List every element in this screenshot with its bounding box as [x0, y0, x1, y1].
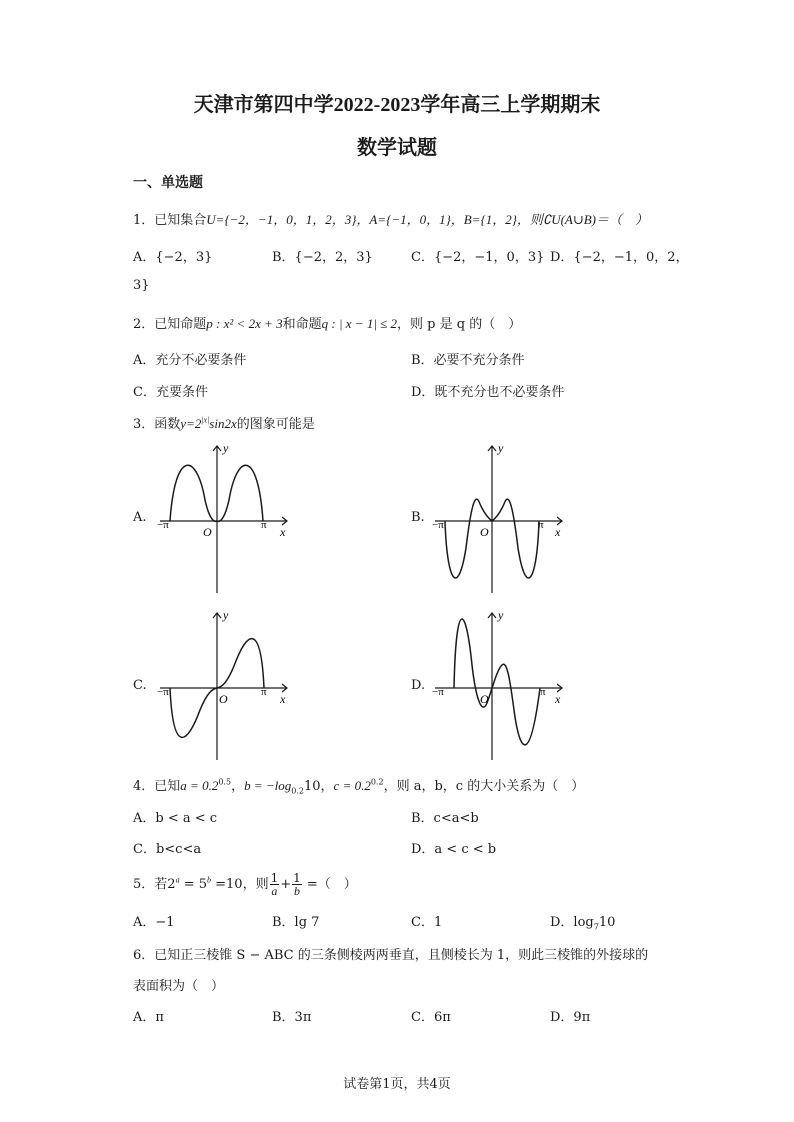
paper-title: 天津市第四中学2022-2023学年高三上学期期末 — [193, 94, 601, 116]
question-3-stem: 3．函数$y=2^{|x|}\sin 2x$的图象可能是 — [133, 415, 315, 432]
q3-graph-a[interactable] — [155, 438, 295, 596]
q2-option-c[interactable]: C．充要条件 — [133, 385, 208, 400]
q2-option-b[interactable]: B．必要不充分条件 — [411, 353, 525, 368]
q3-option-b-label[interactable]: B. — [411, 510, 425, 525]
q3-graph-b[interactable] — [430, 438, 570, 596]
x-label: x — [555, 525, 561, 539]
section-heading: 一、单选题 — [133, 175, 203, 191]
origin-label: O — [203, 525, 212, 539]
q3-graph-c[interactable] — [155, 605, 295, 763]
q5-option-a[interactable]: A．−1 — [133, 915, 175, 930]
pi-label: π — [540, 686, 546, 698]
page-footer: 试卷第1页，共4页 — [343, 1077, 451, 1092]
neg-pi-label: −π — [157, 519, 169, 531]
pi-label: π — [538, 519, 544, 531]
q3-graph-d[interactable] — [430, 605, 570, 763]
fraction-1-over-b: $\frac{1}{b}$ — [293, 871, 301, 898]
paper-subtitle: 数学试题 — [357, 137, 437, 159]
q1-option-c[interactable]: C．{−2，−1，0，3} — [411, 250, 545, 265]
fraction-1-over-a: $\frac{1}{a}$ — [270, 871, 279, 898]
question-number: 6． — [133, 948, 155, 963]
neg-pi-label: −π — [157, 686, 169, 698]
question-number: 1． — [133, 213, 155, 228]
q5-option-d[interactable]: D．$\log_710$ — [550, 915, 616, 932]
q1-option-b[interactable]: B．{−2，2，3} — [272, 250, 373, 265]
y-label: y — [223, 608, 229, 622]
pi-label: π — [261, 686, 267, 698]
q6-option-d[interactable]: D．9π — [550, 1010, 591, 1025]
q6-option-a[interactable]: A．π — [133, 1010, 164, 1025]
question-6-stem-line2: 表面积为（ ） — [133, 979, 225, 994]
q3-option-d-label[interactable]: D. — [411, 678, 426, 693]
q1-option-d[interactable]: D．{−2，−1，0，2， — [550, 250, 689, 265]
q6-option-b[interactable]: B．3π — [272, 1010, 312, 1025]
x-label: x — [555, 692, 561, 706]
q4-option-a[interactable]: A．b < a < c — [133, 811, 218, 826]
q5-option-b[interactable]: B．lg 7 — [272, 915, 320, 930]
origin-label: O — [219, 692, 228, 706]
y-label: y — [498, 441, 504, 455]
y-label: y — [223, 441, 229, 455]
neg-pi-label: −π — [432, 686, 444, 698]
q5-option-c[interactable]: C．1 — [411, 915, 443, 930]
q2-option-d[interactable]: D．既不充分也不必要条件 — [411, 385, 565, 400]
q1-option-d-wrap: 3} — [133, 278, 150, 293]
q4-option-c[interactable]: C．b<c<a — [133, 842, 202, 857]
q1-option-a[interactable]: A．{−2，3} — [133, 250, 213, 265]
curve — [454, 619, 540, 745]
x-label: x — [280, 692, 286, 706]
question-4-stem: 4．已知$a = 0.2^{0.5}$，$b = -\log_{0.2}10$，$c = 0.2^{0.2}$，则 a，b，c 的大小关系为（ ） — [133, 777, 585, 796]
q6-option-c[interactable]: C．6π — [411, 1010, 451, 1025]
x-label: x — [280, 525, 286, 539]
q2-option-a[interactable]: A．充分不必要条件 — [133, 353, 247, 368]
q3-option-c-label[interactable]: C. — [133, 678, 147, 693]
y-label: y — [498, 608, 504, 622]
pi-label: π — [261, 519, 267, 531]
question-number: 4． — [133, 779, 155, 794]
q4-option-b[interactable]: B．c<a<b — [411, 811, 479, 826]
origin-label: O — [480, 525, 489, 539]
question-6-stem: 6．已知正三棱锥 S − ABC 的三条侧棱两两垂直，且侧棱长为 1，则此三棱锥的外接球的 — [133, 948, 649, 963]
question-2-stem: 2．已知命题p : x² < 2x + 3和命题q : | x − 1| ≤ 2，则 p 是 q 的（ ） — [133, 316, 522, 332]
origin-label: O — [480, 692, 489, 706]
neg-pi-label: −π — [432, 519, 444, 531]
question-number: 3． — [133, 417, 155, 432]
q3-option-a-label[interactable]: A. — [133, 510, 147, 525]
question-number: 5． — [133, 877, 155, 892]
question-5-stem: 5．若$2^a = 5^b =10$，则 $\frac{1}{a}$ + $\frac{1}{b}$ =（ ） — [133, 871, 357, 898]
q4-option-d[interactable]: D．a < c < b — [411, 842, 497, 857]
question-1-stem: 1．已知集合U={−2，−1，0，1，2，3}，A={−1，0，1}，B={1，2}，则∁U(A∪B)＝（ ） — [133, 212, 649, 228]
question-number: 2． — [133, 317, 155, 332]
